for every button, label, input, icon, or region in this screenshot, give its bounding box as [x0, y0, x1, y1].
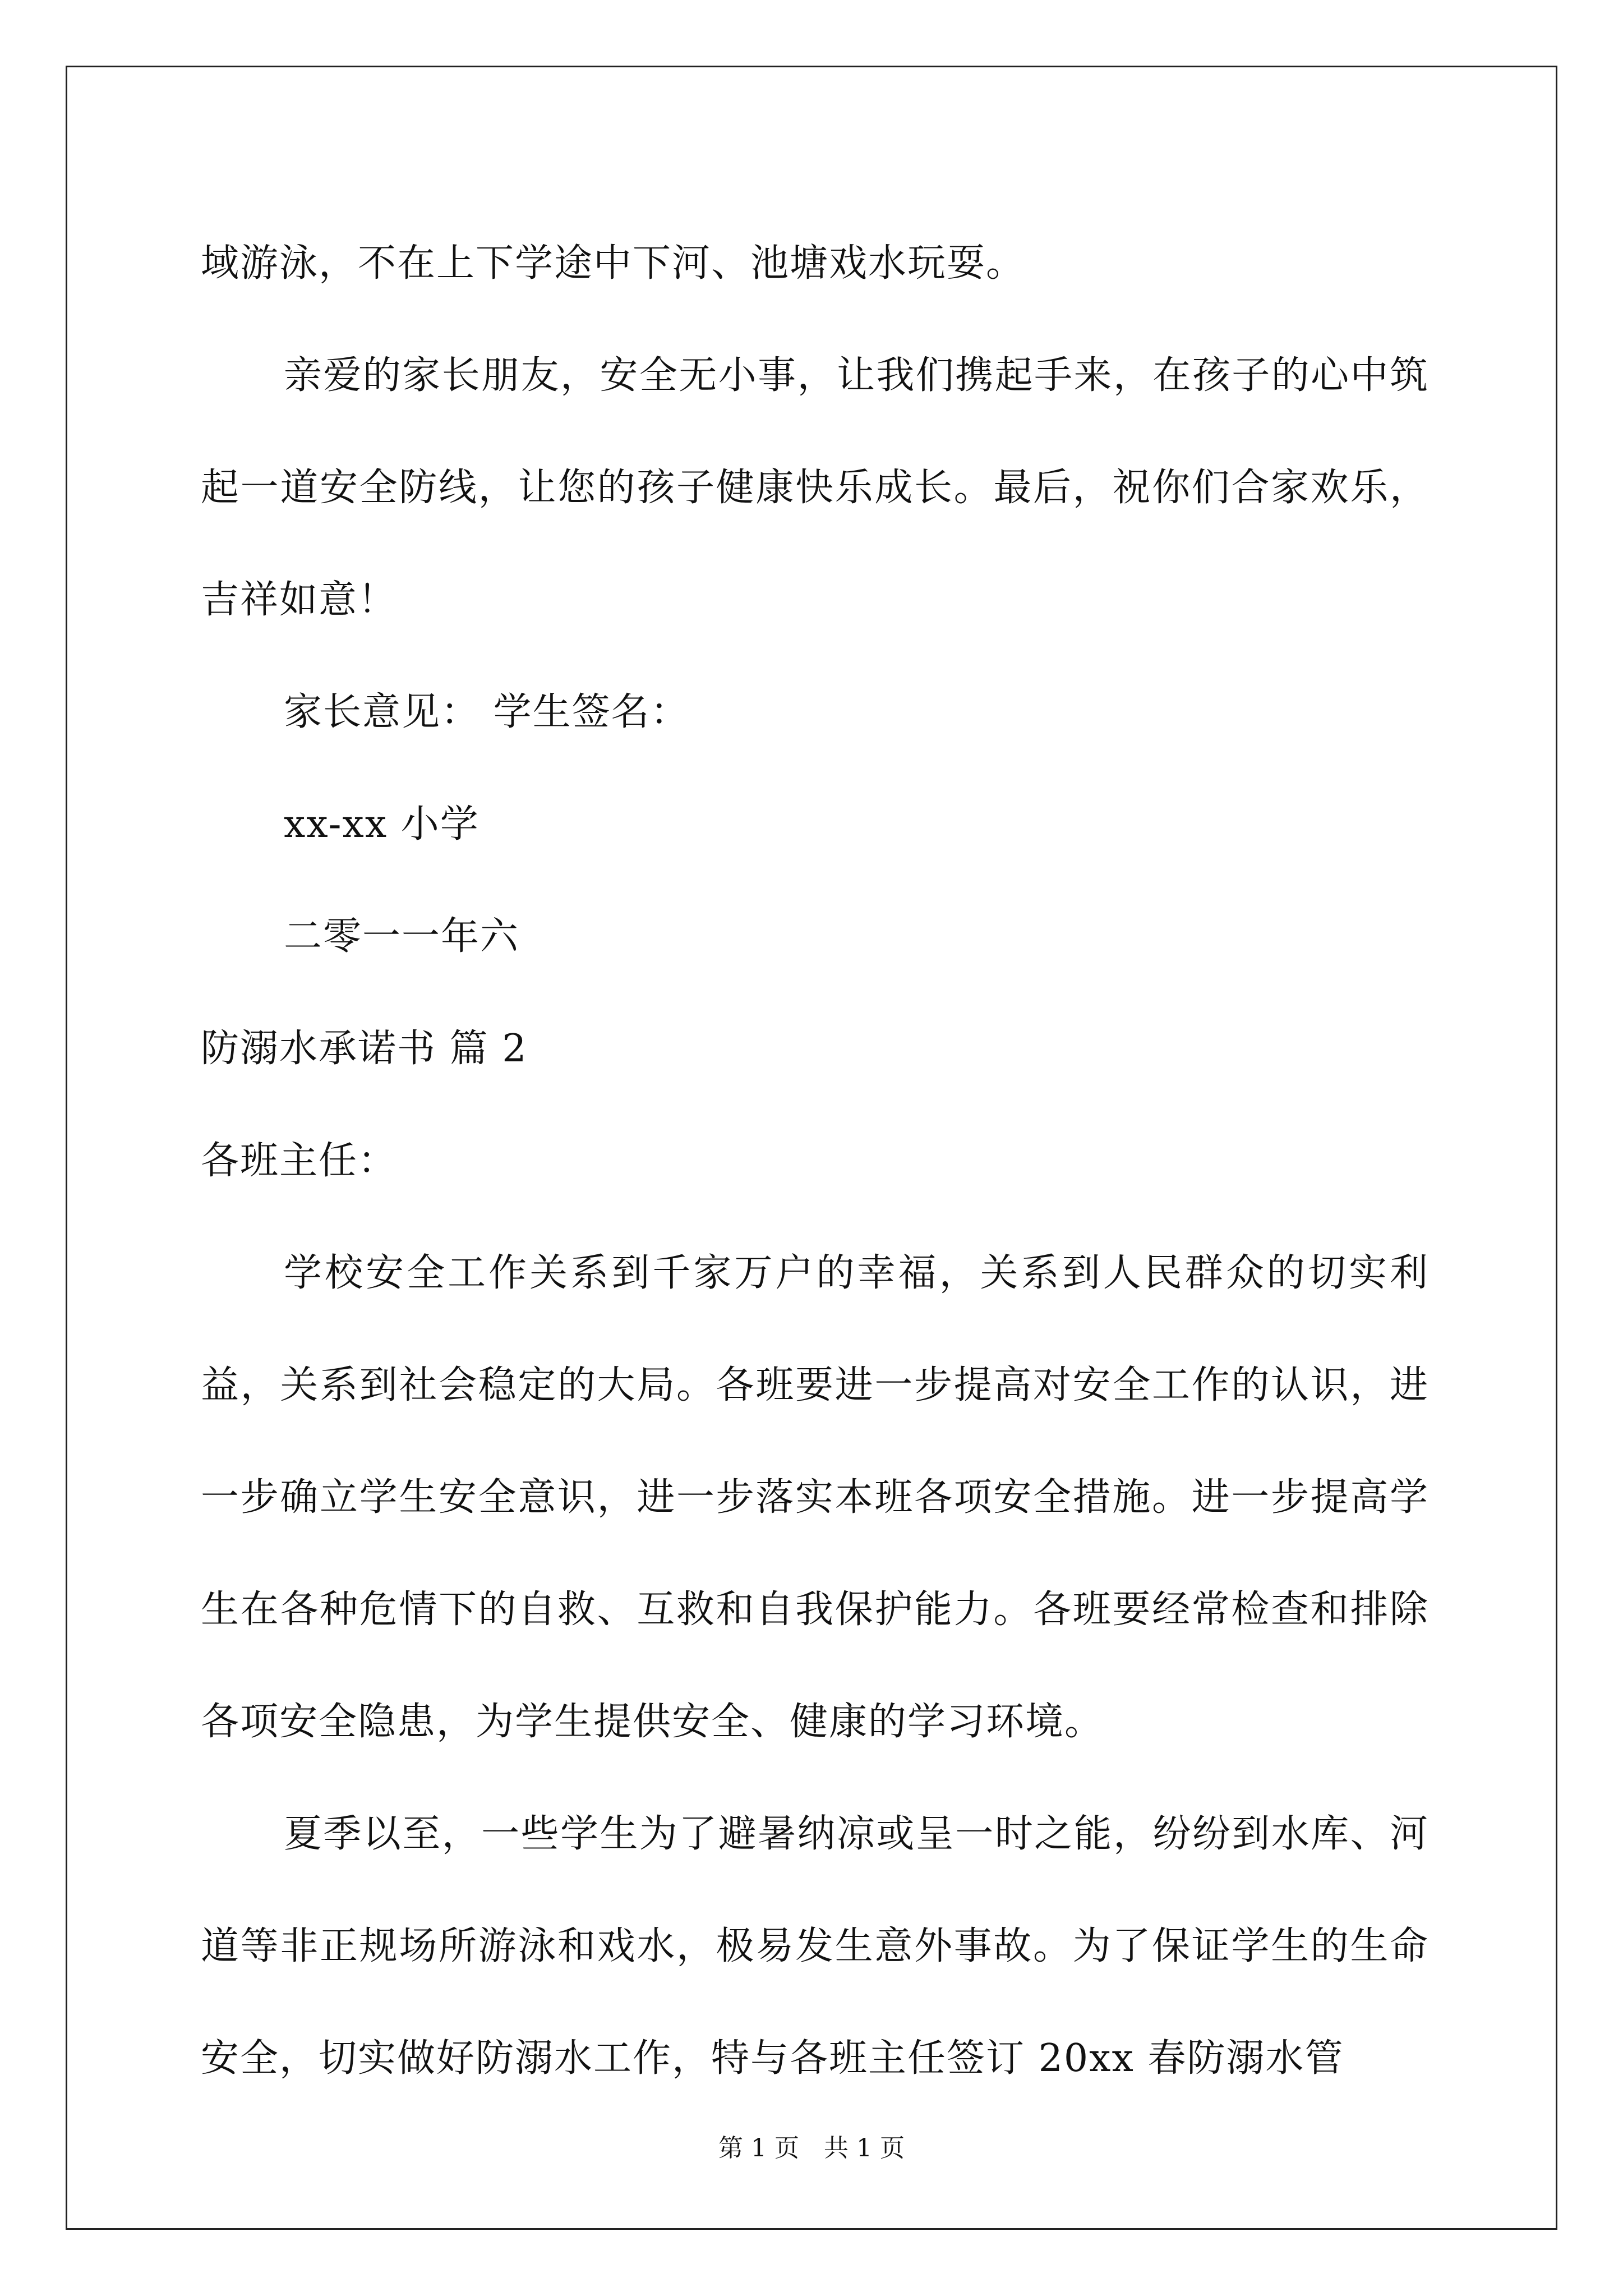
section-title: 防溺水承诺书 篇 2	[201, 1027, 528, 1071]
page-number-current: 第 1 页	[718, 2134, 799, 2162]
paragraph-closing-message: 亲爱的家长朋友，安全无小事，让我们携起手来，在孩子的心中筑起一道安全防线，让您的孩子健康快乐成长。最后，祝你们合家欢乐，吉祥如意！	[201, 353, 1429, 622]
page-number-total: 共 1 页	[824, 2134, 905, 2162]
paragraph-safety-work: 学校安全工作关系到千家万户的幸福，关系到人民群众的切实利益，关系到社会稳定的大局。各班要进一步提高对安全工作的认识，进一步确立学生安全意识，进一步落实本班各项安全措施。进一步提高学生在各种危情下的自救、互救和自我保护能力。各班要经常检查和排除各项安全隐患，为学生提供安全、健康的学习环境。	[201, 1251, 1429, 1744]
paragraph-continuation: 域游泳，不在上下学途中下河、池塘戏水玩耍。	[201, 241, 1026, 286]
date-line: 二零一一年六	[284, 914, 520, 959]
paragraph-summer-drowning: 夏季以至，一些学生为了避暑纳凉或呈一时之能，纷纷到水库、河道等非正规场所游泳和戏水，极易发生意外事故。为了保证学生的生命安全，切实做好防溺水工作，特与各班主任签订 20xx 春防溺水管	[201, 1812, 1429, 2081]
document-body	[201, 208, 1429, 2115]
salutation: 各班主任：	[201, 1139, 398, 1183]
page-footer	[0, 2132, 1623, 2165]
signature-line: 家长意见： 学生签名：	[284, 690, 690, 734]
school-name: xx-xx 小学	[284, 802, 479, 846]
